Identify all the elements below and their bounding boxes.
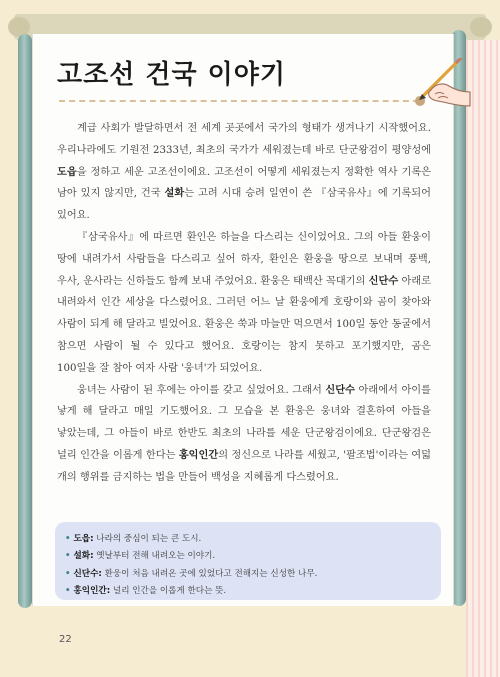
glossary-definition: 옛날부터 전해 내려오는 이야기.	[93, 551, 216, 562]
keyword-sindansu: 신단수	[368, 274, 399, 287]
bullet-dot-icon: •	[65, 586, 71, 597]
keyword-hongik-ingan: 홍익인간	[178, 448, 219, 461]
striped-margin-decoration	[466, 40, 500, 677]
keyword-sindansu-2: 신단수	[325, 383, 355, 396]
glossary-definition: 널리 인간을 이롭게 한다는 뜻.	[110, 586, 227, 597]
paragraph-2: 『삼국유사』에 따르면 환인은 하늘을 다스리는 신이었어요. 그의 아들 환웅이 땅에 내려가서 사람들을 다스리고 싶어 하자, 환인은 환웅을 땅으로 보내며 풍백, 우사, 운사라는 신하들도 함께 보내 주었어요. 환웅은 태백산 꼭대기의 신단수 아래로 내려와서 인간 세상을 다스렸어요. 그러던 어느 날 환웅에게 호랑이와 곰이 찾아와 사람이 되게 해 달라고 빌었어요. 환웅은 쑥과 마늘만 먹으면서 100일 동안 동굴에서 참으면 사람이 될 수 있다고 했어요. 호랑이는 참지 못하고 포기했지만, 곰은 100일을 잘 참아 여자 사람 '웅녀'가 되었어요.	[57, 231, 432, 374]
page-number: 22	[59, 634, 72, 645]
glossary-definition: 나라의 중심이 되는 큰 도시.	[93, 534, 202, 544]
bullet-dot-icon: •	[65, 551, 71, 562]
scroll-rod-left	[18, 34, 32, 608]
glossary-item	[65, 566, 441, 583]
story-body	[57, 118, 431, 489]
title-underline	[59, 100, 419, 102]
glossary-item	[65, 548, 441, 565]
paragraph-1: 계급 사회가 발달하면서 전 세계 곳곳에서 국가의 형태가 생겨나기 시작했어요. 우리나라에도 기원전 2333년, 최초의 국가가 세워졌는데 바로 단군왕검이 평양성에 도읍을 정하고 세운 고조선이에요. 고조선이 어떻게 세워졌는지 정확한 역사 기록은 남아 있지 않지만, 건국 설화는 고려 시대 승려 일연이 쓴 『삼국유사』에 기록되어 있어요.	[57, 123, 431, 222]
keyword-seolhwa: 설화	[164, 187, 185, 200]
paragraph-3: 웅녀는 사람이 된 후에는 아이를 갖고 싶었어요. 그래서 신단수 아래에서 아이를 낳게 해 달라고 매일 기도했어요. 그 모습을 본 환웅은 웅녀와 결혼하여 아들을 낳았는데, 그 아들이 바로 한반도 최초의 나라를 세운 단군왕검이에요. 단군왕검은 널리 인간을 이롭게 한다는 홍익인간의 정신으로 나라를 세웠고, '팔조법'이라는 여덟 개의 행위를 금지하는 법을 만들어 백성을 지혜롭게 다스렸어요.	[57, 383, 431, 483]
scroll-rod-right	[452, 30, 466, 606]
glossary-term: 도읍:	[73, 534, 94, 544]
glossary-term: 홍익인간:	[73, 586, 111, 597]
bullet-dot-icon: •	[65, 568, 71, 579]
glossary-item	[65, 583, 441, 600]
bullet-dot-icon: •	[65, 534, 71, 544]
glossary-box	[55, 522, 441, 600]
book-page	[32, 34, 454, 645]
keyword-doeup: 도읍	[57, 165, 77, 178]
glossary-term: 신단수:	[73, 568, 102, 579]
glossary-item	[65, 531, 441, 548]
page-title: 고조선 건국 이야기	[57, 60, 287, 90]
glossary-definition: 환웅이 처음 내려온 곳에 있었다고 전해지는 신성한 나무.	[101, 568, 318, 579]
hand-writing-with-pencil-icon	[413, 58, 471, 108]
glossary-term: 설화:	[73, 551, 94, 562]
